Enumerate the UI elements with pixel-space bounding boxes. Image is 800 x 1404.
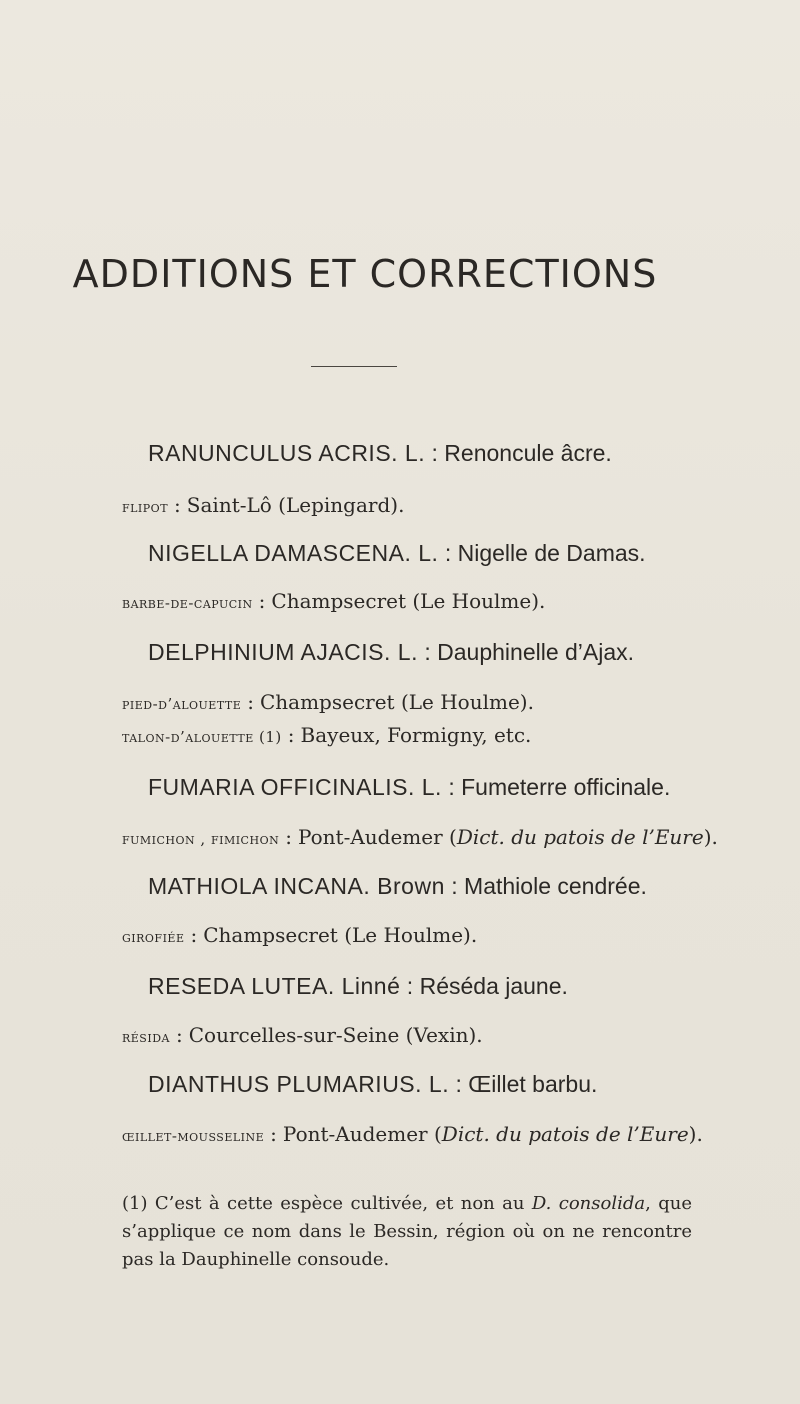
entry-colon: : [247, 690, 254, 714]
entry-term: œillet-mousseline [122, 1127, 265, 1145]
heading-colon: : [417, 639, 438, 665]
heading-french: Réséda jaune. [419, 973, 568, 999]
entry-place: Courcelles-sur-Seine (Vexin). [188, 1023, 483, 1047]
entry [122, 1023, 483, 1047]
entry-term: pied-d’alouette [122, 695, 242, 713]
entry-place: Pont-Audemer [282, 1122, 428, 1146]
footnote-text-start: (1) C’est à cette espèce cultivée, et non au [122, 1193, 532, 1214]
entry [122, 923, 477, 947]
heading-french: Dauphinelle d’Ajax. [437, 639, 635, 665]
section-heading [148, 540, 646, 567]
entry-place: Champsecret (Le Houlme). [203, 923, 478, 947]
heading-colon: : [400, 973, 420, 999]
entry-colon: : [190, 923, 198, 947]
section-heading [148, 440, 612, 467]
entry-note-close: ). [688, 1122, 703, 1146]
heading-french: Renoncule âcre. [444, 440, 612, 466]
heading-colon: : [441, 774, 462, 800]
footnote-species: D. consolida [531, 1193, 646, 1214]
entry-colon: : [258, 589, 266, 613]
entry [122, 1122, 703, 1146]
entry-note-open: ( [433, 1122, 442, 1146]
heading-colon: : [449, 1071, 469, 1097]
entry [122, 825, 718, 849]
heading-latin: RESEDA LUTEA. Linné [148, 973, 401, 999]
entry [122, 723, 531, 747]
heading-french: Œillet barbu. [468, 1071, 598, 1097]
section-heading [148, 774, 670, 801]
entry-term: résida [122, 1028, 170, 1046]
entry-colon: : [270, 1122, 277, 1146]
footnote [122, 1190, 692, 1274]
heading-latin: NIGELLA DAMASCENA. L. [148, 540, 439, 566]
entry-term: barbe-de-capucin [122, 594, 253, 612]
heading-colon: : [425, 440, 445, 466]
entry-place: Champsecret (Le Houlme). [259, 690, 534, 714]
heading-latin: RANUNCULUS ACRIS. L. [148, 440, 426, 466]
section-heading [148, 639, 634, 666]
heading-french: Nigelle de Damas. [457, 540, 646, 566]
entry-term: fumichon , fimichon [122, 830, 280, 848]
entry-colon: : [285, 825, 292, 849]
entry-colon: : [174, 493, 181, 517]
entry-term: flipot [122, 498, 169, 516]
heading-french: Mathiole cendrée. [464, 873, 647, 899]
heading-latin: DELPHINIUM AJACIS. L. [148, 639, 418, 665]
heading-french: Fumeterre officinale. [461, 774, 671, 800]
entry-note-source: Dict. du patois de l’Eure [441, 1122, 689, 1146]
heading-latin: FUMARIA OFFICINALIS. L. [148, 774, 442, 800]
entry-note-open: ( [449, 825, 457, 849]
section-heading [148, 1071, 597, 1098]
entry-colon: : [287, 723, 295, 747]
entry-note-source: Dict. du patois de l’Eure [456, 825, 704, 849]
section-heading [148, 973, 568, 1000]
footnote-text-end: , que s’applique ce nom dans le Bessin, région où on ne rencontre pas la Dauphinelle consoude. [122, 1193, 693, 1270]
title-rule [311, 366, 397, 367]
entry-place: Pont-Audemer [297, 825, 443, 849]
heading-latin: DIANTHUS PLUMARIUS. L. [148, 1071, 450, 1097]
entry-term: talon-d’alouette (1) [122, 728, 282, 746]
entry-place: Saint-Lô (Lepingard). [186, 493, 405, 517]
entry-colon: : [175, 1023, 183, 1047]
entry [122, 589, 545, 613]
entry-term: girofiée [122, 928, 185, 946]
entry-place: Bayeux, Formigny, etc. [300, 723, 532, 747]
entry-place: Champsecret (Le Houlme). [271, 589, 546, 613]
heading-latin: MATHIOLA INCANA. Brown [148, 873, 445, 899]
page-title: ADDITIONS ET CORRECTIONS [72, 252, 658, 296]
entry [122, 493, 404, 517]
entry [122, 690, 534, 714]
section-heading [148, 873, 647, 900]
heading-colon: : [438, 540, 458, 566]
entry-note-close: ). [703, 825, 718, 849]
heading-colon: : [444, 873, 465, 899]
